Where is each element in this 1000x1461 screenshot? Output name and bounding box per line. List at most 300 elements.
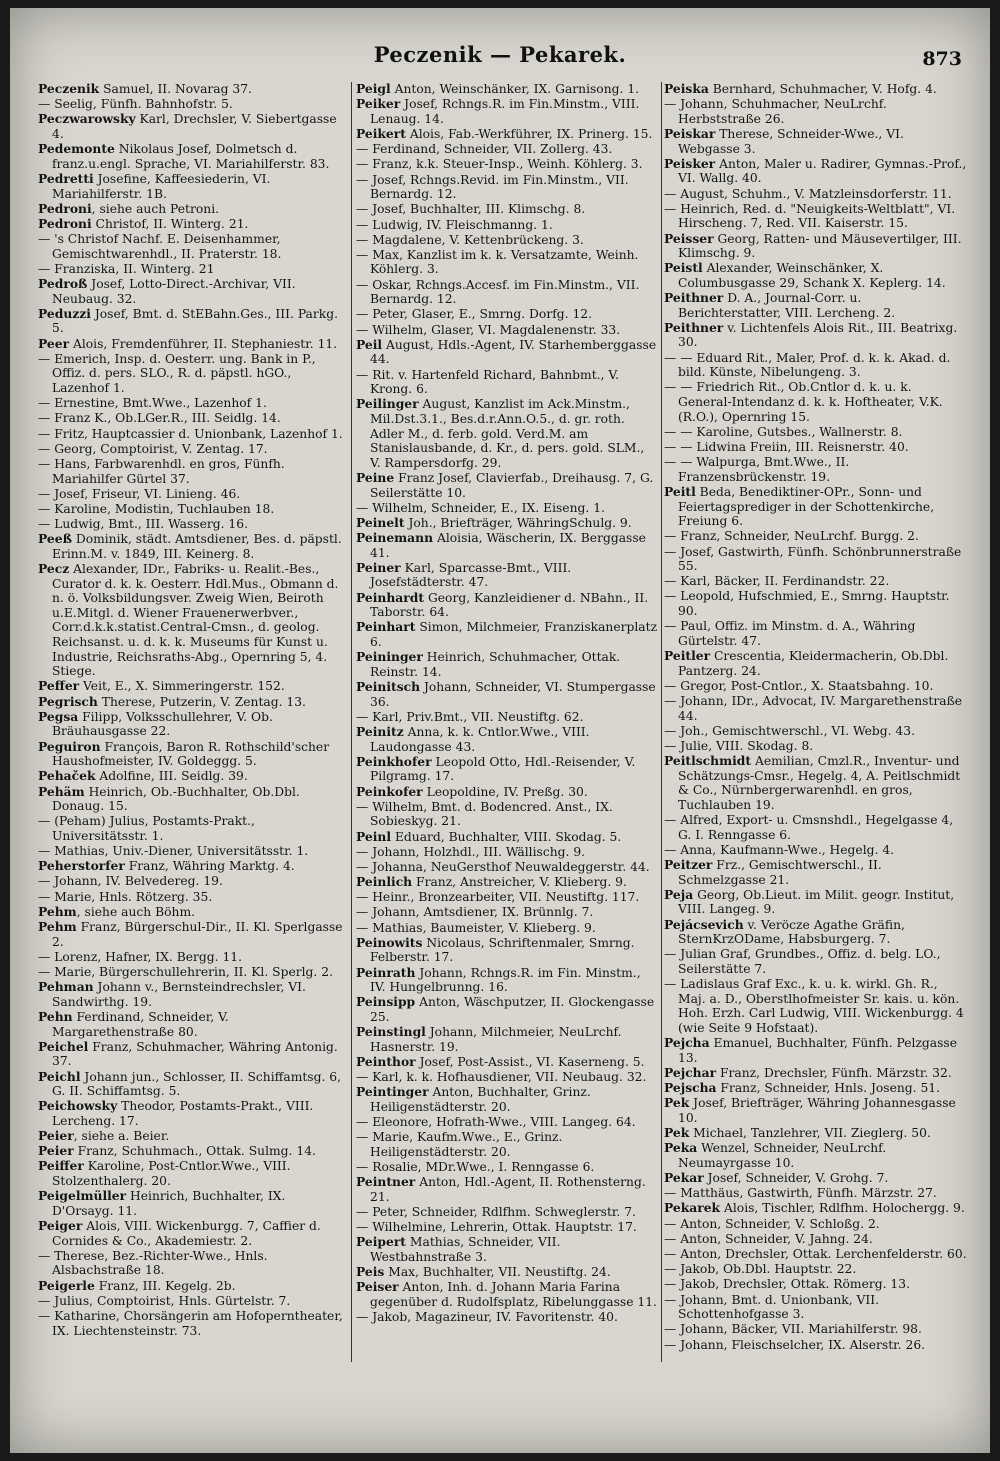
entry-surname: Peiskar xyxy=(664,125,716,141)
directory-entry xyxy=(656,261,968,290)
entry-details: — Julie, VIII. Skodag. 8. xyxy=(664,738,814,753)
entry-details: — Josef, Buchhalter, III. Klimschg. 8. xyxy=(356,202,586,217)
entry-details: — Gregor, Post-Cntlor., X. Staatsbahng. 10. xyxy=(664,678,934,693)
entry-details: Anton, Buchhalter, Grinz. Heiligenstädterstr. 20. xyxy=(370,1085,591,1114)
entry-details: Alois, Fremdenführer, II. Stephaniestr. 11. xyxy=(69,336,338,351)
entry-details: Theodor, Postamts-Prakt., VIII. Lercheng. 17. xyxy=(52,1099,314,1128)
directory-entry xyxy=(38,1129,348,1144)
directory-entry xyxy=(348,531,658,560)
directory-entry xyxy=(38,1099,348,1128)
directory-entry xyxy=(38,1189,348,1218)
directory-entry xyxy=(656,545,968,574)
entry-surname: Peer xyxy=(38,335,70,351)
directory-entry xyxy=(348,995,658,1024)
directory-entry xyxy=(656,739,968,754)
directory-entry xyxy=(656,1338,968,1353)
entry-details: — — Karoline, Gutsbes., Wallnerstr. 8. xyxy=(664,424,903,439)
entry-details: — Karl, Bäcker, II. Ferdinandstr. 22. xyxy=(664,574,890,589)
entry-details: — Rosalie, MDr.Wwe., I. Renngasse 6. xyxy=(356,1160,595,1175)
entry-surname: Peiker xyxy=(356,96,401,112)
entry-details: — Johann, Fleischselcher, IX. Alserstr. 26. xyxy=(664,1337,926,1352)
directory-entry xyxy=(348,921,658,936)
entry-details: — Eleonore, Hofrath-Wwe., VIII. Langeg. 64. xyxy=(356,1115,636,1130)
directory-entry xyxy=(656,1141,968,1170)
entry-surname: Peisser xyxy=(664,230,714,246)
entry-surname: Peitlschmidt xyxy=(664,753,752,769)
entry-surname: Pehäm xyxy=(38,783,85,799)
directory-entry xyxy=(38,307,348,336)
entry-surname: Peichl xyxy=(38,1068,81,1084)
entry-details: — Ladislaus Graf Exc., k. u. k. wirkl. Gh. R., Maj. a. D., Oberstlhofmeister Sr. kais. u. kön. Hoh. Erzh. Carl Ludwig, VIII. Wickenburgg. 4 (wie Seite 9 Hofstaat). xyxy=(664,977,964,1035)
directory-entry xyxy=(348,966,658,995)
entry-details: , siehe auch Böhm. xyxy=(76,904,196,919)
directory-entry xyxy=(348,710,658,725)
directory-entry xyxy=(348,830,658,845)
entry-details: Georg, Kanzleidiener d. NBahn., II. Taborstr. 64. xyxy=(370,590,649,620)
entry-surname: Peduzzi xyxy=(38,305,91,321)
directory-entry xyxy=(348,501,658,516)
entry-surname: Peinstingl xyxy=(356,1024,426,1040)
entry-details: — Karl, k. k. Hofhausdiener, VII. Neubaug. 32. xyxy=(356,1070,647,1085)
entry-details: Bernhard, Schuhmacher, V. Hofg. 4. xyxy=(708,82,937,96)
directory-entry xyxy=(656,1232,968,1247)
entry-details: — Matthäus, Gastwirth, Fünfh. Märzstr. 27. xyxy=(664,1186,937,1201)
directory-entry xyxy=(38,859,348,874)
directory-entry xyxy=(38,82,348,97)
directory-entry xyxy=(656,187,968,202)
entry-details: Alois, VIII. Wickenburgg. 7, Caffier d. Cornides & Co., Akademiestr. 2. xyxy=(52,1219,321,1248)
entry-details: — Mathias, Univ.-Diener, Universitätsstr. 1. xyxy=(38,844,309,859)
directory-entry xyxy=(656,157,968,186)
directory-entry xyxy=(348,1220,658,1235)
entry-surname: Peiffer xyxy=(38,1158,84,1174)
entry-surname: Peitler xyxy=(664,648,711,664)
entry-details: — Peter, Schneider, Rdlfhm. Schweglerstr. 7. xyxy=(356,1205,636,1220)
entry-surname: Peiger xyxy=(38,1218,83,1234)
entry-details: Christof, II. Winterg. 21. xyxy=(91,216,249,231)
page-header xyxy=(10,42,990,72)
entry-details: Johann v., Bernsteindrechsler, VI. Sandwirthg. 19. xyxy=(52,980,306,1009)
directory-entry xyxy=(348,1280,658,1309)
directory-entry xyxy=(348,785,658,800)
directory-entry xyxy=(656,1247,968,1262)
directory-entry xyxy=(348,516,658,531)
directory-entry xyxy=(38,874,348,889)
directory-entry xyxy=(38,202,348,217)
directory-entry xyxy=(656,1217,968,1232)
directory-entry xyxy=(348,97,658,126)
entry-details: Samuel, II. Novarag 37. xyxy=(99,82,252,96)
entry-surname: Pekar xyxy=(664,1170,704,1186)
directory-entry xyxy=(656,1036,968,1065)
entry-surname: Peichel xyxy=(38,1038,89,1054)
directory-entry xyxy=(656,321,968,350)
directory-entry xyxy=(656,202,968,231)
entry-details: — Josef, Friseur, VI. Linieng. 46. xyxy=(38,486,241,501)
entry-surname: Pedemonte xyxy=(38,141,115,157)
entry-details: — Karoline, Modistin, Tuchlauben 18. xyxy=(38,501,275,516)
directory-entry xyxy=(656,380,968,424)
entry-details: Franz Josef, Clavierfab., Dreihausg. 7, G. Seilerstätte 10. xyxy=(370,470,654,500)
entry-details: Leopold Otto, Hdl.-Reisender, V. Pilgramg. 17. xyxy=(370,754,636,784)
directory-entry xyxy=(656,977,968,1035)
entry-details: Aloisia, Wäscherin, IX. Berggasse 41. xyxy=(370,531,646,560)
entry-details: — Georg, Comptoirist, V. Zentag. 17. xyxy=(38,441,268,456)
directory-entry xyxy=(348,368,658,397)
entry-details: — Johann, Bmt. d. Unionbank, VII. Schottenhofgasse 3. xyxy=(664,1292,880,1322)
entry-details: Anton, Hdl.-Agent, II. Rothensterng. 21. xyxy=(370,1175,646,1204)
entry-details: Karl, Drechsler, V. Siebertgasse 4. xyxy=(52,112,337,141)
directory-entry xyxy=(656,1081,968,1096)
directory-entry xyxy=(656,619,968,648)
directory-entry xyxy=(348,1055,658,1070)
entry-details: Alois, Fab.-Werkführer, IX. Prinerg. 15. xyxy=(405,126,653,141)
entry-surname: Pejchar xyxy=(664,1064,717,1080)
entry-surname: Peinkofer xyxy=(356,783,423,799)
entry-surname: Pecz xyxy=(38,561,70,577)
entry-surname: Peilinger xyxy=(356,396,419,412)
entry-details: — Wilhelmine, Lehrerin, Ottak. Hauptstr. 17. xyxy=(356,1220,637,1235)
directory-entry xyxy=(38,411,348,426)
entry-details: , siehe auch Petroni. xyxy=(91,201,220,216)
entry-surname: Pehm xyxy=(38,903,77,919)
directory-entry xyxy=(38,814,348,843)
entry-details: Johann jun., Schlosser, II. Schiffamtsg. 6, G. II. Schiffamtsg. 5. xyxy=(52,1069,342,1099)
directory-entry xyxy=(656,351,968,380)
directory-entry xyxy=(348,338,658,367)
directory-entry xyxy=(348,248,658,277)
entry-details: — Johann, IV. Belvedereg. 19. xyxy=(38,874,223,889)
entry-details: — Johann, IDr., Advocat, IV. Margarethenstraße 44. xyxy=(664,694,963,723)
entry-details: — Mathias, Baumeister, V. Klieberg. 9. xyxy=(356,920,596,935)
entry-surname: Pek xyxy=(664,1125,690,1141)
directory-entry xyxy=(656,1293,968,1322)
directory-entry xyxy=(656,485,968,529)
entry-details: Josef, Lotto-Direct.-Archivar, VII. Neubaug. 32. xyxy=(52,277,296,306)
entry-details: Heinrich, Buchhalter, IX. D'Orsayg. 11. xyxy=(52,1189,286,1218)
entry-details: — Marie, Bürgerschullehrerin, II. Kl. Sperlg. 2. xyxy=(38,965,333,979)
entry-surname: Peinhardt xyxy=(356,589,425,605)
directory-entry xyxy=(348,218,658,233)
entry-surname: Peffer xyxy=(38,678,80,694)
directory-entry xyxy=(38,217,348,232)
entry-surname: Peistl xyxy=(664,260,703,276)
entry-surname: Pejácsevich xyxy=(664,916,744,932)
entry-details: Georg, Ob.Lieut. im Milit. geogr. Institut, VIII. Langeg. 9. xyxy=(678,887,955,917)
directory-entry xyxy=(38,232,348,261)
entry-details: Josef, Bmt. d. StEBahn.Ges., III. Parkg. 5. xyxy=(52,306,338,336)
entry-details: Adolfine, III. Seidlg. 39. xyxy=(95,769,248,784)
directory-entry xyxy=(38,965,348,980)
directory-entry xyxy=(348,1265,658,1280)
entry-surname: Peczenik xyxy=(38,82,100,96)
entry-surname: Pekarek xyxy=(664,1200,721,1216)
directory-entry xyxy=(656,947,968,976)
entry-surname: Peinelt xyxy=(356,514,405,530)
entry-details: — Anna, Kaufmann-Wwe., Hegelg. 4. xyxy=(664,842,895,857)
entry-details: — Jakob, Magazineur, IV. Favoritenstr. 40. xyxy=(356,1310,618,1325)
entry-surname: Peis xyxy=(356,1264,385,1280)
entry-details: August, Hdls.-Agent, IV. Starhemberggasse 44. xyxy=(370,337,657,367)
entry-surname: Peinsipp xyxy=(356,994,416,1010)
directory-entry xyxy=(38,562,348,679)
directory-entry xyxy=(38,769,348,784)
directory-entry xyxy=(656,82,968,97)
directory-entry xyxy=(348,157,658,172)
directory-entry xyxy=(38,920,348,949)
entry-details: — Therese, Bez.-Richter-Wwe., Hnls. Alsbachstraße 18. xyxy=(38,1248,268,1278)
entry-details: — Josef, Rchngs.Revid. im Fin.Minstm., VII. Bernardg. 12. xyxy=(356,172,629,202)
directory-entry xyxy=(348,591,658,620)
entry-details: — Jakob, Drechsler, Ottak. Römerg. 13. xyxy=(664,1277,910,1292)
entry-details: — Joh., Gemischtwerschl., VI. Webg. 43. xyxy=(664,723,915,738)
entry-surname: Peintner xyxy=(356,1174,416,1190)
entry-details: — Seelig, Fünfh. Bahnhofstr. 5. xyxy=(38,97,233,112)
entry-surname: Peczwarowsky xyxy=(38,111,136,127)
entry-details: — (Peham) Julius, Postamts-Prakt., Universitätsstr. 1. xyxy=(38,814,255,843)
entry-surname: Peigelmüller xyxy=(38,1188,127,1204)
entry-details: — — Walpurga, Bmt.Wwe., II. Franzensbrückenstr. 19. xyxy=(664,455,850,484)
entry-details: — Anton, Drechsler, Ottak. Lerchenfelderstr. 60. xyxy=(664,1247,967,1262)
entry-details: François, Baron R. Rothschild'scher Haushofmeister, IV. Goldeggg. 5. xyxy=(52,739,330,769)
entry-surname: Peier xyxy=(38,1128,74,1144)
entry-surname: Peherstorfer xyxy=(38,858,125,874)
entry-details: Johann, Schneider, VI. Stumpergasse 36. xyxy=(370,680,656,709)
entry-surname: Peja xyxy=(664,886,694,902)
entry-details: Josef, Post-Assist., VI. Kaserneng. 5. xyxy=(415,1054,645,1069)
directory-entry xyxy=(38,112,348,141)
entry-details: Emanuel, Buchhalter, Fünfh. Pelzgasse 13. xyxy=(678,1036,958,1065)
entry-details: Ferdinand, Schneider, V. Margarethenstraße 80. xyxy=(52,1009,229,1039)
entry-surname: Peinl xyxy=(356,828,392,844)
directory-entry xyxy=(656,918,968,947)
column-left xyxy=(38,82,348,1442)
entry-details: Max, Buchhalter, VII. Neustiftg. 24. xyxy=(384,1265,611,1280)
directory-entry xyxy=(348,561,658,590)
entry-details: — Alfred, Export- u. Cmsnshdl., Hegelgasse 4, G. I. Renngasse 6. xyxy=(664,813,954,842)
entry-details: — Paul, Offiz. im Minstm. d. A., Währing Gürtelstr. 47. xyxy=(664,619,916,648)
entry-details: Karoline, Post-Cntlor.Wwe., VIII. Stolzenthalerg. 20. xyxy=(52,1159,291,1189)
entry-surname: Peigl xyxy=(356,82,391,96)
directory-entry xyxy=(348,1085,658,1114)
entry-details: Nicolaus, Schriftenmaler, Smrng. Felberstr. 17. xyxy=(370,935,635,965)
entry-details: — Marie, Kaufm.Wwe., E., Grinz. Heiligenstädterstr. 20. xyxy=(356,1130,563,1159)
entry-details: Veit, E., X. Simmeringerstr. 152. xyxy=(79,679,285,694)
entry-surname: Peitzer xyxy=(664,857,713,873)
entry-details: Heinrich, Schuhmacher, Ottak. Reinstr. 14. xyxy=(370,650,621,679)
entry-details: Frz., Gemischtwerschl., II. Schmelzgasse 21. xyxy=(678,858,882,887)
directory-entry xyxy=(38,1309,348,1338)
entry-surname: Peiska xyxy=(664,82,709,96)
entry-details: Wenzel, Schneider, NeuLrchf. Neumayrgasse 10. xyxy=(678,1141,887,1170)
directory-entry xyxy=(38,262,348,277)
entry-surname: Peigerle xyxy=(38,1277,95,1293)
directory-entry xyxy=(656,1171,968,1186)
directory-entry xyxy=(656,694,968,723)
entry-details: Franz, Drechsler, Fünfh. Märzstr. 32. xyxy=(716,1065,952,1080)
directory-entry xyxy=(348,755,658,784)
entry-surname: Peichowsky xyxy=(38,1098,118,1114)
entry-details: — Johann, Amtsdiener, IX. Brünnlg. 7. xyxy=(356,905,594,920)
entry-details: — Heinr., Bronzearbeiter, VII. Neustiftg. 117. xyxy=(356,890,640,905)
entry-details: — — Friedrich Rit., Ob.Cntlor d. k. u. k. General-Intendanz d. k. k. Hoftheater, V.K. (R.O.), Opernring 15. xyxy=(664,380,943,424)
directory-entry xyxy=(38,532,348,561)
entry-surname: Pehaček xyxy=(38,768,96,784)
directory-entry xyxy=(348,800,658,829)
entry-details: Josef, Schneider, V. Grohg. 7. xyxy=(703,1171,889,1186)
entry-surname: Peiner xyxy=(356,559,401,575)
entry-details: — Ludwig, Bmt., III. Wasserg. 16. xyxy=(38,517,248,532)
directory-entry xyxy=(348,233,658,248)
directory-entry xyxy=(348,936,658,965)
directory-entry xyxy=(38,1010,348,1039)
entry-details: Franz, Schuhmacher, Währing Antonig. 37. xyxy=(52,1039,338,1069)
entry-surname: Peinemann xyxy=(356,530,434,546)
entry-details: Anton, Wäschputzer, II. Glockengasse 25. xyxy=(370,995,655,1024)
entry-details: Anton, Inh. d. Johann Maria Farina gegenüber d. Rudolfsplatz, Ribelunggasse 11. xyxy=(370,1280,657,1309)
entry-details: Therese, Schneider-Wwe., VI. Webgasse 3. xyxy=(678,126,904,156)
directory-entry xyxy=(38,710,348,739)
directory-entry xyxy=(656,529,968,544)
entry-details: Dominik, städt. Amtsdiener, Bes. d. päpstl. Erinn.M. v. 1849, III. Keinerg. 8. xyxy=(52,532,342,561)
directory-entry xyxy=(38,695,348,710)
directory-entry xyxy=(656,724,968,739)
directory-entry xyxy=(656,425,968,440)
entry-surname: Pedroni xyxy=(38,200,92,216)
entry-details: — Julian Graf, Grundbes., Offiz. d. belg. LO., Seilerstätte 7. xyxy=(664,947,941,977)
directory-entry xyxy=(38,1159,348,1188)
entry-details: — Franziska, II. Winterg. 21 xyxy=(38,261,215,276)
entry-surname: Pegrisch xyxy=(38,693,98,709)
directory-entry xyxy=(656,574,968,589)
entry-details: Josef, Rchngs.R. im Fin.Minstm., VIII. Lenaug. 14. xyxy=(370,97,640,126)
entry-details: , siehe a. Beier. xyxy=(73,1129,170,1144)
directory-entry xyxy=(348,471,658,500)
directory-entry xyxy=(348,875,658,890)
entry-details: — Franz, Schneider, NeuLrchf. Burgg. 2. xyxy=(664,529,919,544)
directory-entry xyxy=(38,502,348,517)
entry-details: — Katharine, Chorsängerin am Hofoperntheater, IX. Liechtensteinstr. 73. xyxy=(38,1308,343,1338)
directory-entry xyxy=(38,97,348,112)
directory-entry xyxy=(656,127,968,156)
directory-entry xyxy=(38,950,348,965)
directory-entry xyxy=(348,1160,658,1175)
directory-entry xyxy=(656,291,968,320)
entry-details: — Fritz, Hauptcassier d. Unionbank, Lazenhof 1. xyxy=(38,426,343,441)
entry-surname: Peinhart xyxy=(356,619,416,635)
entry-details: Crescentia, Kleidermacherin, Ob.Dbl. Pantzerg. 24. xyxy=(678,649,949,678)
entry-surname: Peinthor xyxy=(356,1053,416,1069)
entry-surname: Pejcha xyxy=(664,1035,710,1051)
directory-entry xyxy=(656,232,968,261)
directory-entry xyxy=(38,1144,348,1159)
entry-details: Johann, Rchngs.R. im Fin. Minstm., IV. Hungelbrunng. 16. xyxy=(370,965,641,995)
directory-entry xyxy=(38,277,348,306)
running-title: Peczenik — Pekarek. xyxy=(373,42,627,67)
entry-details: Josef, Briefträger, Währing Johannesgasse 10. xyxy=(678,1096,956,1125)
entry-details: — Johann, Bäcker, VII. Mariahilferstr. 98. xyxy=(664,1322,922,1337)
entry-surname: Peil xyxy=(356,336,383,352)
directory-entry xyxy=(656,440,968,455)
directory-entry xyxy=(348,1310,658,1325)
entry-details: Johann, Milchmeier, NeuLrchf. Hasnerstr. 19. xyxy=(370,1025,622,1054)
entry-surname: Pedroni xyxy=(38,215,92,231)
directory-entry xyxy=(38,1219,348,1248)
entry-surname: Peeß xyxy=(38,531,72,547)
directory-entry xyxy=(38,980,348,1009)
entry-surname: Peitl xyxy=(664,483,696,499)
entry-details: — 's Christof Nachf. E. Deisenhammer, Gemischtwarenhdl., II. Praterstr. 18. xyxy=(38,232,282,261)
directory-entry xyxy=(38,785,348,814)
entry-surname: Peinkhofer xyxy=(356,753,432,769)
directory-entry xyxy=(656,813,968,842)
entry-details: — Wilhelm, Glaser, VI. Magdalenenstr. 33. xyxy=(356,322,621,337)
directory-entry xyxy=(656,754,968,812)
entry-surname: Peine xyxy=(356,469,395,485)
directory-entry xyxy=(348,202,658,217)
directory-entry xyxy=(348,845,658,860)
entry-details: — Josef, Gastwirth, Fünfh. Schönbrunnerstraße 55. xyxy=(664,544,962,574)
directory-entry xyxy=(348,1025,658,1054)
directory-entry xyxy=(38,396,348,411)
directory-entry xyxy=(348,173,658,202)
entry-details: — Leopold, Hufschmied, E., Smrng. Hauptstr. 90. xyxy=(664,589,950,619)
entry-details: Franz, Währing Marktg. 4. xyxy=(124,859,295,874)
directory-entry xyxy=(38,487,348,502)
directory-entry xyxy=(348,323,658,338)
entry-surname: Peipert xyxy=(356,1234,406,1250)
entry-surname: Peguiron xyxy=(38,738,101,754)
entry-details: Simon, Milchmeier, Franziskanerplatz 6. xyxy=(370,620,658,650)
entry-details: v. Veröcze Agathe Gräfin, SternKrzODame, Habsburgerg. 7. xyxy=(678,917,905,947)
directory-entry xyxy=(38,1279,348,1294)
directory-entry xyxy=(656,1262,968,1277)
directory-entry xyxy=(348,650,658,679)
directory-entry xyxy=(38,1040,348,1069)
directory-entry xyxy=(38,1249,348,1278)
entry-details: — Heinrich, Red. d. "Neuigkeits-Weltblatt", VI. Hirscheng. 7, Red. VII. Kaiserstr. 15. xyxy=(664,201,956,231)
directory-entry xyxy=(656,1096,968,1125)
directory-entry xyxy=(38,890,348,905)
entry-details: Franz, Bürgerschul-Dir., II. Kl. Sperlgasse 2. xyxy=(52,920,343,949)
directory-entry xyxy=(656,888,968,917)
entry-details: — Lorenz, Hafner, IX. Bergg. 11. xyxy=(38,949,243,964)
entry-details: Alexander, Weinschänker, X. Columbusgasse 29, Schank X. Keplerg. 14. xyxy=(678,261,946,290)
directory-entry xyxy=(38,905,348,920)
entry-details: Alois, Tischler, Rdlfhm. Holochergg. 9. xyxy=(720,1201,965,1216)
entry-surname: Peininger xyxy=(356,649,423,665)
directory-entry xyxy=(348,142,658,157)
entry-details: Beda, Benediktiner-OPr., Sonn- und Feiertagsprediger in der Schottenkirche, Freiung 6. xyxy=(678,484,935,529)
entry-details: — Oskar, Rchngs.Accesf. im Fin.Minstm., VII. Bernardg. 12. xyxy=(356,277,640,307)
entry-details: Anna, k. k. Cntlor.Wwe., VIII. Laudongasse 43. xyxy=(370,724,590,754)
directory-entry xyxy=(348,397,658,470)
directory-entry xyxy=(38,844,348,859)
entry-details: — — Lidwina Freiin, III. Reisnerstr. 40. xyxy=(664,439,909,454)
entry-details: — Ernestine, Bmt.Wwe., Lazenhof 1. xyxy=(38,396,267,411)
directory-entry xyxy=(348,1205,658,1220)
directory-entry xyxy=(38,457,348,486)
entry-surname: Pehn xyxy=(38,1008,73,1024)
directory-entry xyxy=(38,142,348,171)
directory-entry xyxy=(348,1175,658,1204)
entry-details: — Johanna, NeuGersthof Neuwaldeggerstr. 44. xyxy=(356,859,650,874)
entry-details: — Johann, Schuhmacher, NeuLrchf. Herbststraße 26. xyxy=(664,97,887,126)
entry-details: — Johann, Holzhdl., III. Wällischg. 9. xyxy=(356,844,586,859)
entry-details: Georg, Ratten- und Mäusevertilger, III. Klimschg. 9. xyxy=(678,231,962,261)
directory-entry xyxy=(348,890,658,905)
directory-entry xyxy=(656,649,968,678)
